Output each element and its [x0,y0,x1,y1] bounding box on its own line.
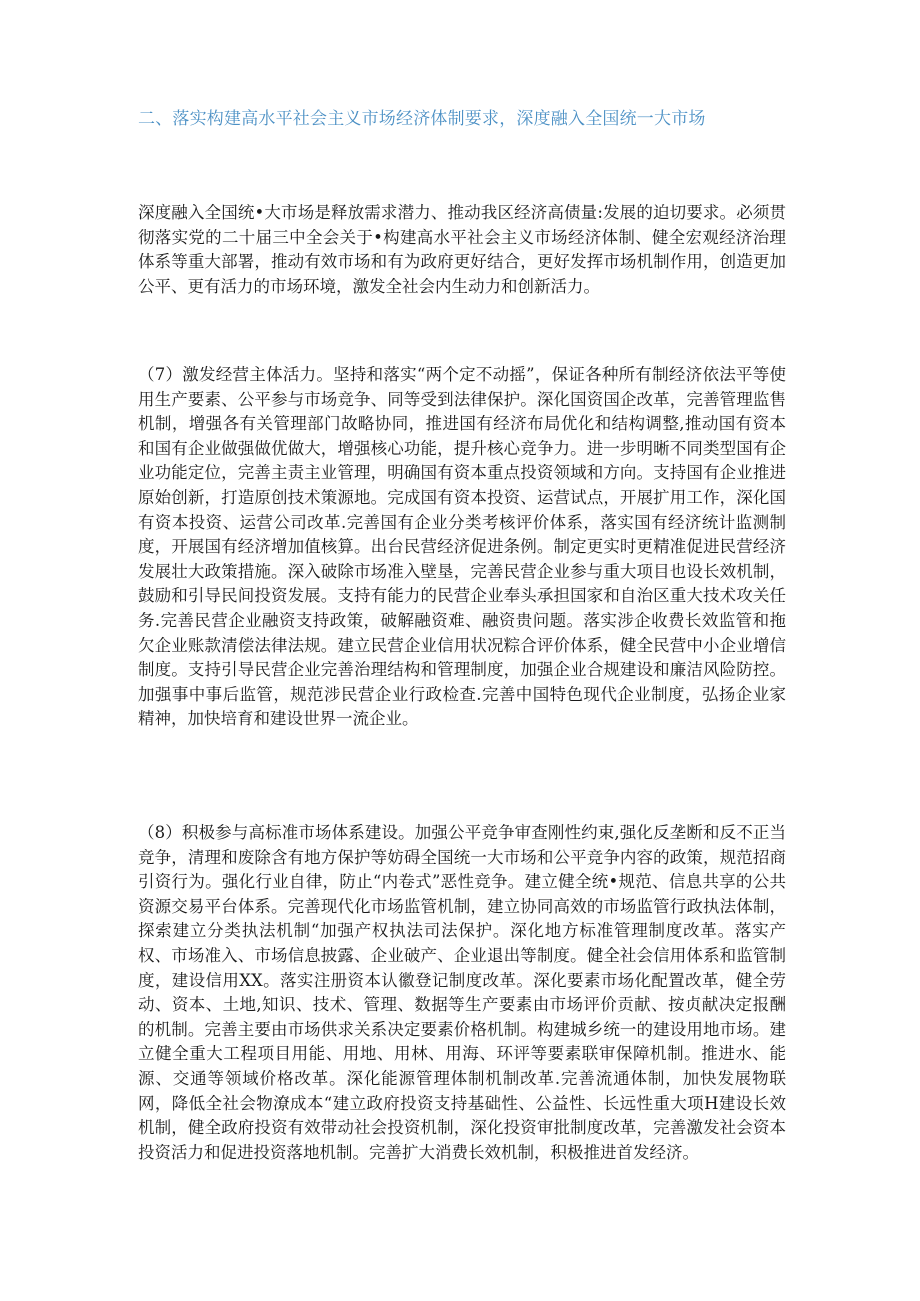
section-heading: 二、落实构建高水平社会主义市场经济体制要求，深度融入全国统一大市场 [138,109,706,129]
intro-paragraph: 深度融入全国统•大市场是释放需求潜力、推动我区经济高债量:发展的迫切要求。必须贯彻落实党的二十届三中全会关于•构建高水平社会主义市场经济体制、健全宏观经济治理体系等重大部署，推动有效市场和有为政府更好结合，更好发挥市场机制作用，创造更加公平、更有活力的市场环境，激发全社会内生动力和创新活力。 [138,203,786,296]
item-7-paragraph: （7）激发经营主体活力。坚持和落实“两个定不动摇”，保证各种所有制经济依法平等使用生产要素、公平参与市场竞争、同等受到法律保护。深化国资国企改革，完善管理监售机制，增强各有关管理部门故略协同，推进国有经济布局优化和结构调整,推动国有资本和国有企业做强做优做大，增强核心功能，提升核心竞争力。进一步明晰不同类型国有企业功能定位，完善主责主业管理，明确国有资本重点投资领域和方向。支持国有企业推进原始创新，打造原创技术策源地。完成国有资本投资、运营试点，开展扩用工作，深化国有资本投资、运营公司改革.完善国有企业分类考核评价体系，落实国有经济统计监测制度，开展国有经济增加值核算。出台民营经济促进条例。制定更实时更精准促进民营经济发展壮大政策措施。深入破除市场准入壁垦，完善民营企业参与重大项目也设长效机制，鼓励和引导民间投资发展。支持有能力的民营企业奉头承担国家和自治区重大技术攻关任务.完善民营企业融资支持政策，破解融资难、融资贵问题。落实涉企收费长效监管和拖欠企业账款清偿法律法规。建立民营企业信用状况粽合评价体系，健全民营中小企业增信制度。支持引导民营企业完善治理结构和管理制度，加强企业合规建设和廉洁风险防控。加强事中事后监管，规范涉民营企业行政检查.完善中国特色现代企业制度，弘扬企业家精神，加快培育和建设世界一流企业。 [138,365,786,729]
item-8-paragraph: （8）积极参与高标准市场体系建设。加强公平竞争审查刚性约束,强化反垄断和反不正当竞争，清理和废除含有地方保护等妨碍全国统一大市场和公平竞争内容的政策，规范招商引资行为。强化行业自律，防止“内卷式”恶性竞争。建立健全统•规范、信息共享的公共资源交易平台体系。完善现代化市场监管机制，建立协同高效的市场监管行政执法体制，探索建立分类执法机制“加强产权执法司法保护。深化地方标准管理制度改革。落实产权、市场准入、市场信息披露、企业破产、企业退出等制度。健全社会信用体系和监管制度，建设信用XX。落实注册资本认徽登记制度改革。深化要素市场化配置改革，健全劳动、资本、土地,知识、技术、管理、数据等生产要素由市场评价贡献、按贞献决定报酬的机制。完善主要由市场供求关系决定要素价格机制。构建城乡统一的建设用地市场。建立健全重大工程项目用能、用地、用林、用海、环评等要素联审保障机制。推进水、能源、交通等领域价格改革。深化能源管理体制机制改革.完善流通体制，加快发展物联网，降低全社会物潦成本“建立政府投资支持基础性、公益性、长远性重大项H建设长效机制，健全政府投资有效带动社会投资机制，深化投资审批制度改革，完善激发社会资本投资活力和促进投资落地机制。完善扩大消费长效机制，积极推进首发经济。 [138,823,786,1162]
